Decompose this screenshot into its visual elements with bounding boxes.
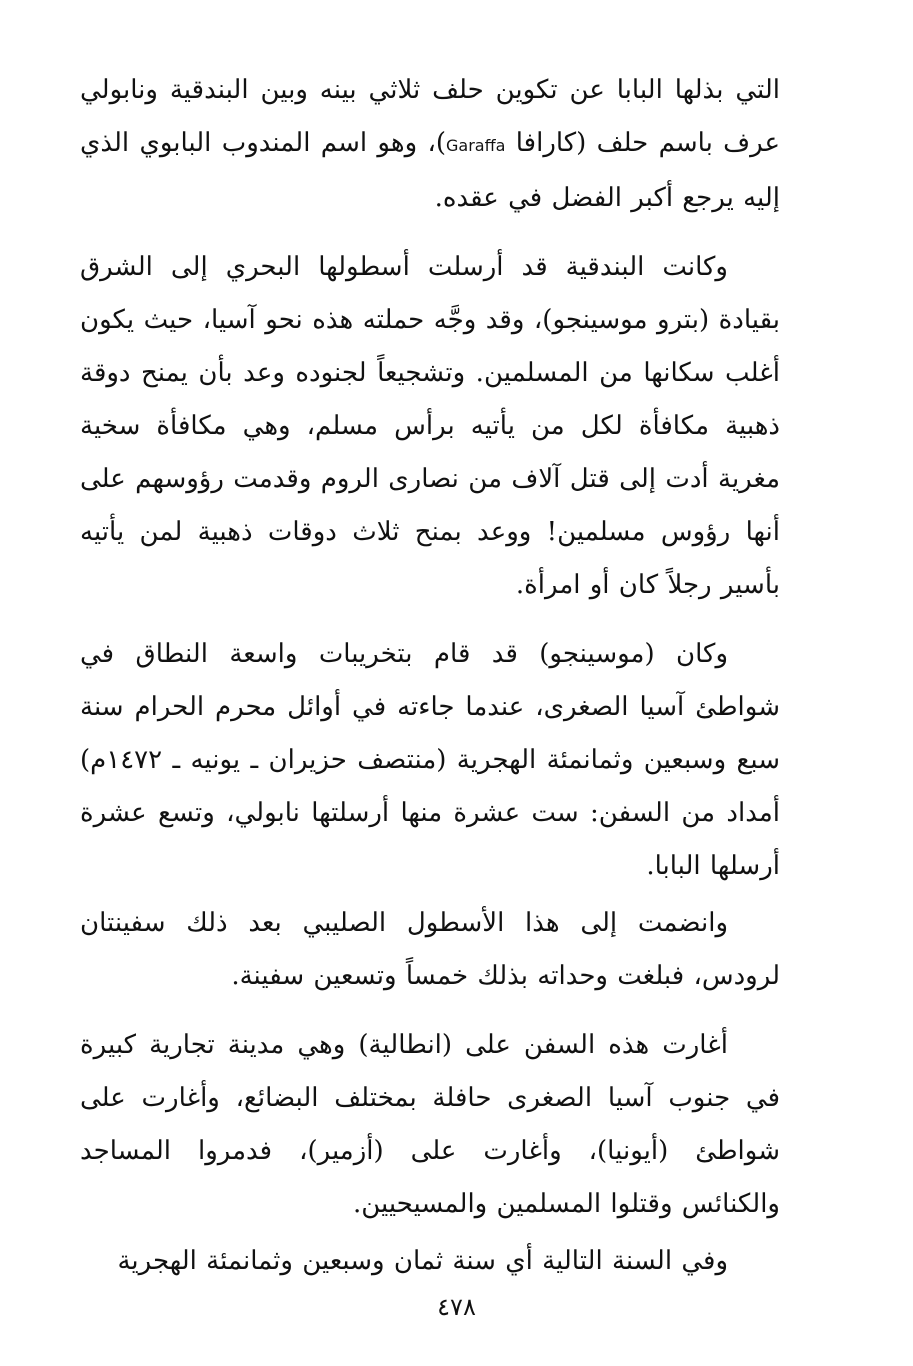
paragraph-1-text-after: )، وهو اسم المندوب البابوي الذي إليه يرجع أكبر الفضل في عقده. [80,128,780,213]
page-number: ٤٧٨ [437,1293,476,1321]
paragraph-4: وانضمت إلى هذا الأسطول الصليبي بعد ذلك سفينتان لرودس، فبلغت وحداته بذلك خمساً وتسعين سفينة. [80,908,780,991]
paragraph-1-text-before: التي بذلها البابا عن تكوين حلف ثلاثي بينه وبين البندقية ونابولي عرف باسم حلف (كارافا [80,75,780,158]
paragraph-3: وكان (موسينجو) قد قام بتخريبات واسعة النطاق في شواطئ آسيا الصغرى، عندما جاءته في أوائل محرم الحرام سنة سبع وسبعين وثمانمئة الهجرية (منتصف حزيران ـ يونيه ـ ١٤٧٢م) أمداد من السفن: ست عشرة منها أرسلتها نابولي، وتسع عشرة أرسلها البابا. [80,639,780,881]
paragraph-1 [80,64,780,225]
latin-term-garaffa: Garaffa [446,136,506,155]
page-body [80,64,780,1288]
paragraph-6: وفي السنة التالية أي سنة ثمان وسبعين وثمانمئة الهجرية [117,1246,728,1276]
paragraph-2: وكانت البندقية قد أرسلت أسطولها البحري إلى الشرق بقيادة (بترو موسينجو)، وقد وجَّه حملته هذه نحو آسيا، حيث يكون أغلب سكانها من المسلمين. وتشجيعاً لجنوده وعد بأن يمنح دوقة ذهبية مكافأة لكل من يأتيه برأس مسلم، وهي مكافأة سخية مغرية أدت إلى قتل آلاف من نصارى الروم وقدمت رؤوسهم على أنها رؤوس مسلمين! ووعد بمنح ثلاث دوقات ذهبية لمن يأتيه بأسير رجلاً كان أو امرأة. [80,252,780,600]
paragraph-5: أغارت هذه السفن على (انطالية) وهي مدينة تجارية كبيرة في جنوب آسيا الصغرى حافلة بمختلف البضائع، وأغارت على شواطئ (أيونيا)، وأغارت على (أزمير)، فدمروا المساجد والكنائس وقتلوا المسلمين والمسيحيين. [80,1030,780,1219]
